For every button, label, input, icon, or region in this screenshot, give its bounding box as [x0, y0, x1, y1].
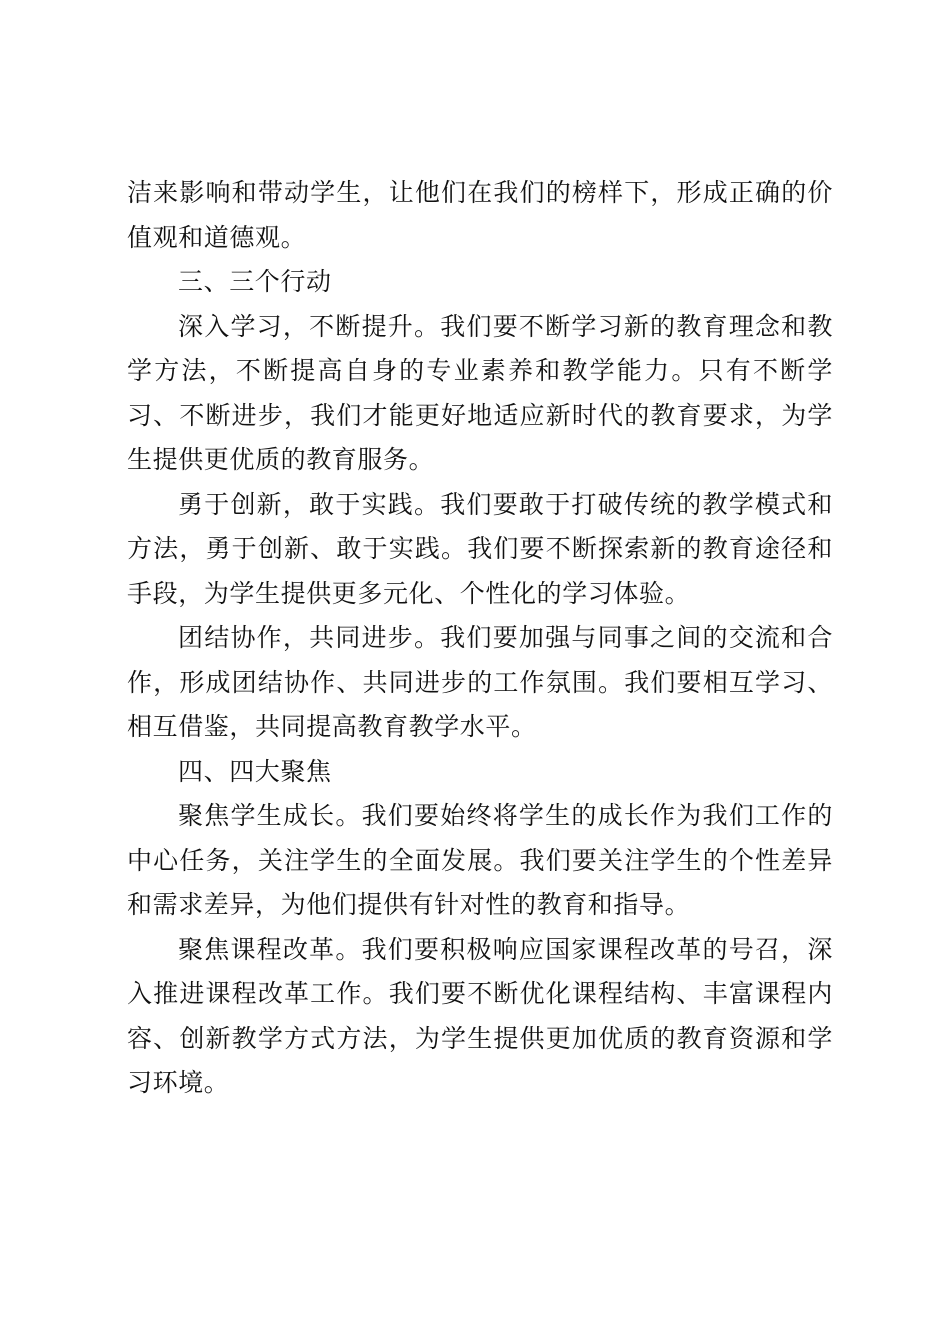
paragraph-deep-learning: 深入学习，不断提升。我们要不断学习新的教育理念和教学方法，不断提高自身的专业素养和教学能力。只有不断学习、不断进步，我们才能更好地适应新时代的教育要求，为学生提供更优质的教育服务。: [127, 311, 833, 474]
paragraph-teamwork: 团结协作，共同进步。我们要加强与同事之间的交流和合作，形成团结协作、共同进步的工作氛围。我们要相互学习、相互借鉴，共同提高教育教学水平。: [127, 623, 833, 741]
paragraph-student-growth: 聚焦学生成长。我们要始终将学生的成长作为我们工作的中心任务，关注学生的全面发展。我们要关注学生的个性差异和需求差异，为他们提供有针对性的教育和指导。: [127, 801, 833, 919]
continuation-paragraph: 洁来影响和带动学生，让他们在我们的榜样下，形成正确的价值观和道德观。: [127, 178, 833, 252]
section-heading-three-actions: 三、三个行动: [178, 267, 332, 296]
paragraph-innovation: 勇于创新，敢于实践。我们要敢于打破传统的教学模式和方法，勇于创新、敢于实践。我们要不断探索新的教育途径和手段，为学生提供更多元化、个性化的学习体验。: [127, 489, 833, 608]
paragraph-curriculum-reform: 聚焦课程改革。我们要积极响应国家课程改革的号召，深入推进课程改革工作。我们要不断优化课程结构、丰富课程内容、创新教学方式方法，为学生提供更加优质的教育资源和学习环境。: [127, 934, 833, 1097]
section-heading-four-focuses: 四、四大聚焦: [178, 756, 332, 786]
document-body: [127, 171, 833, 1106]
